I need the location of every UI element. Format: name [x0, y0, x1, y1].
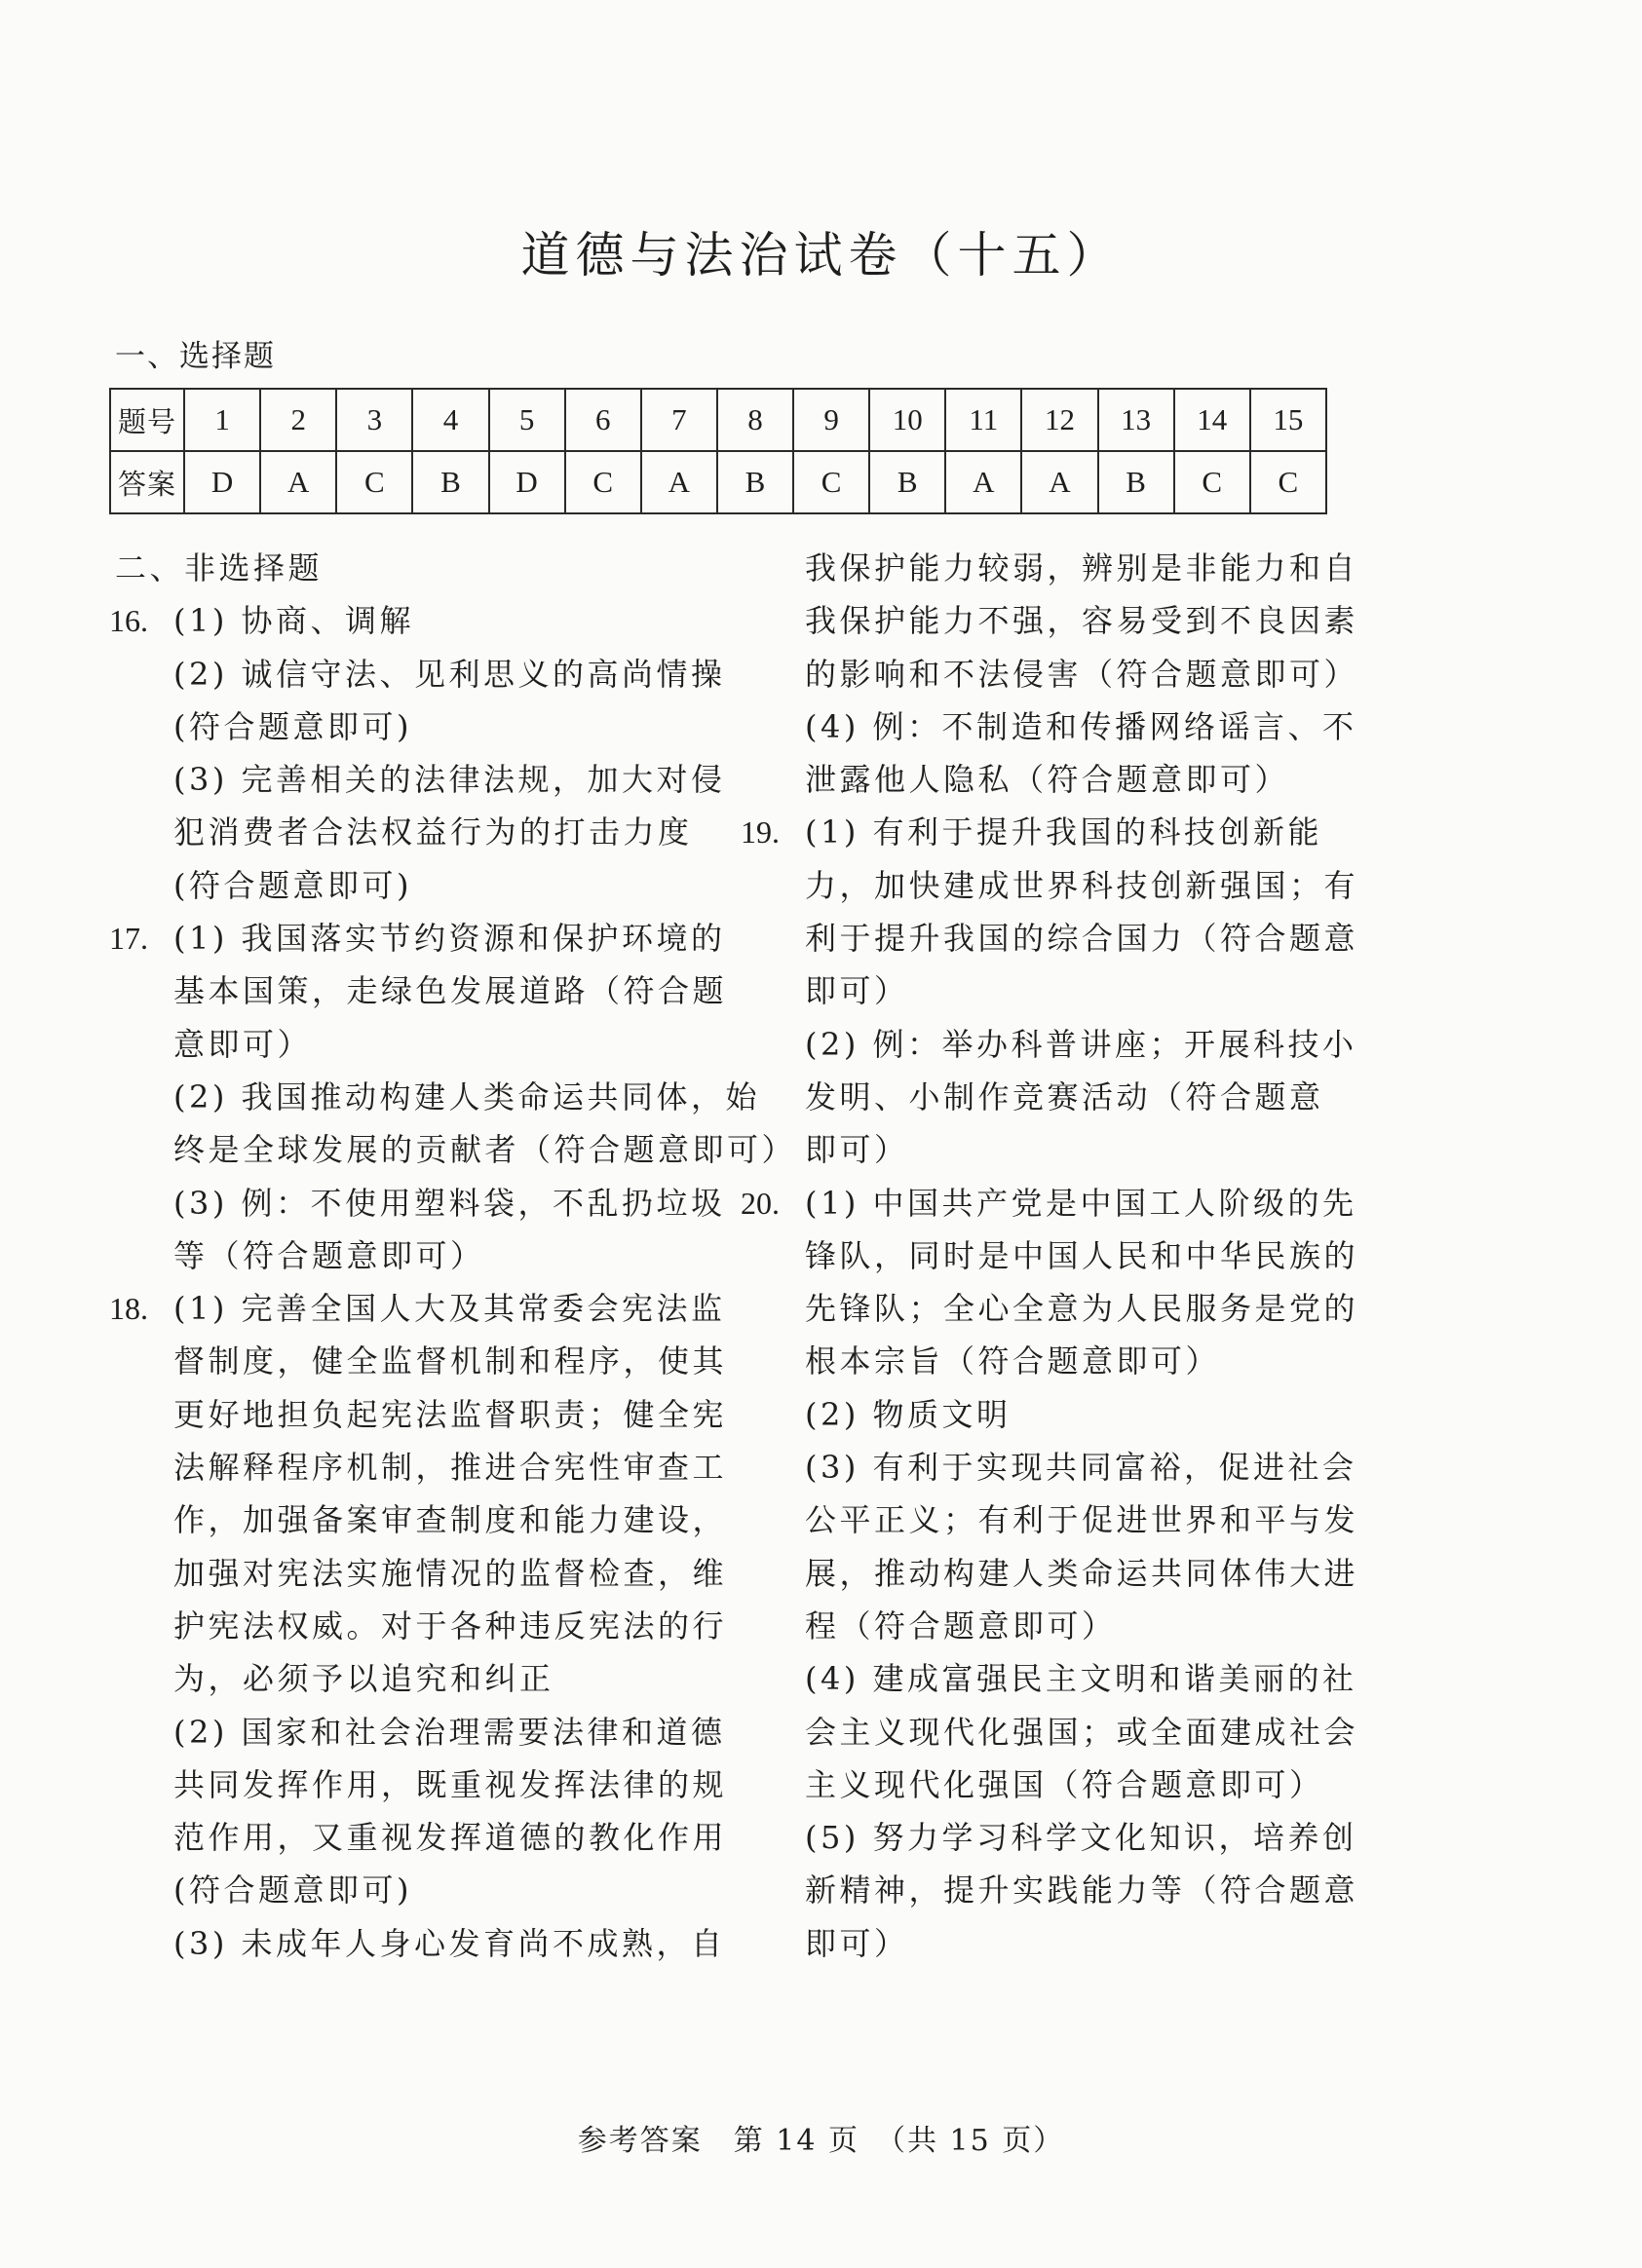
question-number: 5 [489, 389, 565, 451]
answer-text: (1) 完善全国人大及其常委会宪法监 [173, 1290, 726, 1328]
answer-cell: C [793, 451, 869, 513]
answer-text-line: 锋队，同时是中国人民和中华民族的 [805, 1236, 1359, 1274]
answer-text-line: 等（符合题意即可） [173, 1236, 485, 1274]
answer-text-line: (符合题意即可) [173, 866, 412, 904]
answer-cell: C [1250, 451, 1326, 513]
answer-text-line: (2) 物质文明 [805, 1395, 1012, 1433]
answer-text-line: (符合题意即可) [173, 707, 412, 745]
answer-text-line: 为，必须予以追究和纠正 [173, 1660, 554, 1698]
answer-cell: B [717, 451, 793, 513]
answer-text-line: (4) 例：不制造和传播网络谣言、不 [805, 707, 1357, 745]
answer-text-line: 的影响和不法侵害（符合题意即可） [805, 655, 1359, 693]
answer-text-line: 利于提升我国的综合国力（符合题意 [805, 920, 1359, 958]
answer-text-line: (符合题意即可) [173, 1871, 412, 1909]
answer-text-line: 力，加快建成世界科技创新强国；有 [805, 866, 1359, 904]
answer-text-line: 先锋队；全心全意为人民服务是党的 [805, 1290, 1359, 1328]
answer-cell: D [184, 451, 260, 513]
answer-text-line: 根本宗旨（符合题意即可） [805, 1342, 1221, 1380]
answer-text-line: (2) 国家和社会治理需要法律和道德 [173, 1713, 726, 1751]
answer-text-line: 护宪法权威。对于各种违反宪法的行 [173, 1606, 728, 1644]
question-number-label: 16. [109, 603, 148, 639]
answer-text-line: 终是全球发展的贡献者（符合题意即可） [173, 1131, 797, 1169]
question-number: 8 [717, 389, 793, 451]
question-start-line [741, 1177, 1357, 1229]
answer-cell: A [260, 451, 336, 513]
answer-text-line: (2) 我国推动构建人类命运共同体，始 [173, 1077, 761, 1115]
answer-text-line: (4) 建成富强民主文明和谐美丽的社 [805, 1660, 1357, 1698]
answer-text-line: (3) 完善相关的法律法规，加大对侵 [173, 761, 726, 799]
question-number: 2 [260, 389, 336, 451]
answer-text-line: 基本国策，走绿色发展道路（符合题 [173, 972, 728, 1010]
question-number: 9 [793, 389, 869, 451]
answer-text-line: 犯消费者合法权益行为的打击力度 [173, 813, 693, 851]
question-number-row [110, 389, 1326, 451]
answer-cell: D [489, 451, 565, 513]
question-number: 14 [1174, 389, 1250, 451]
answer-text-line: 意即可） [173, 1025, 313, 1063]
answer-cell: A [641, 451, 717, 513]
answer-text-line: 展，推动构建人类命运共同体伟大进 [805, 1554, 1359, 1592]
question-number: 6 [565, 389, 641, 451]
answer-row [110, 451, 1326, 513]
question-number: 4 [412, 389, 488, 451]
question-start-line [109, 594, 709, 647]
answer-cell: A [945, 451, 1021, 513]
answer-text-line: 泄露他人隐私（符合题意即可） [805, 761, 1290, 799]
answer-text-line: 范作用，又重视发挥道德的教化作用 [173, 1819, 728, 1857]
row-label-answer: 答案 [110, 451, 184, 513]
question-number: 15 [1250, 389, 1326, 451]
question-start-line [109, 912, 726, 964]
answer-column-right [741, 542, 1359, 1970]
answer-table [109, 388, 1327, 514]
answer-cell: B [869, 451, 945, 513]
answer-text-line: 即可） [805, 1131, 909, 1169]
question-number: 12 [1021, 389, 1097, 451]
question-number: 3 [336, 389, 412, 451]
answer-text-line: 新精神，提升实践能力等（符合题意 [805, 1871, 1359, 1909]
section-heading-choice: 一、选择题 [115, 339, 276, 374]
answer-text-line: 程（符合题意即可） [805, 1606, 1117, 1644]
question-number: 13 [1098, 389, 1174, 451]
page-title: 道德与法治试卷（十五） [520, 227, 1122, 284]
question-start-line [109, 1282, 726, 1335]
question-number-label: 20. [741, 1185, 780, 1221]
answer-text: (1) 中国共产党是中国工人阶级的先 [805, 1184, 1357, 1222]
answer-cell: B [1098, 451, 1174, 513]
question-number: 10 [869, 389, 945, 451]
answer-text-line: (3) 有利于实现共同富裕，促进社会 [805, 1449, 1357, 1487]
answer-cell: C [565, 451, 641, 513]
answer-text-line: 作，加强备案审查制度和能力建设， [173, 1501, 728, 1539]
question-number-label: 17. [109, 921, 148, 957]
row-label-number: 题号 [110, 389, 184, 451]
answer-cell: B [412, 451, 488, 513]
answer-text-line: (2) 例：举办科普讲座；开展科技小 [805, 1025, 1357, 1063]
answer-text-line: 即可） [805, 972, 909, 1010]
question-start-line [741, 806, 1341, 858]
answer-cell: A [1021, 451, 1097, 513]
answer-text-line: 主义现代化强国（符合题意即可） [805, 1765, 1324, 1803]
answer-text-line: (3) 例：不使用塑料袋，不乱扔垃圾 [173, 1184, 726, 1222]
answer-text-line: (2) 诚信守法、见利思义的高尚情操 [173, 655, 726, 693]
answer-cell: C [336, 451, 412, 513]
answer-text: (1) 我国落实节约资源和保护环境的 [173, 920, 726, 958]
answer-text-line: (5) 努力学习科学文化知识，培养创 [805, 1819, 1357, 1857]
page-footer: 参考答案 第 14 页 （共 15 页） [577, 2124, 1065, 2158]
answer-text-line: (3) 未成年人身心发育尚不成熟，自 [173, 1924, 726, 1962]
section-heading-nonchoice: 二、非选择题 [115, 549, 324, 586]
answer-text-line: 发明、小制作竞赛活动（符合题意 [805, 1077, 1324, 1115]
answer-text-line: 公平正义；有利于促进世界和平与发 [805, 1501, 1359, 1539]
question-number: 7 [641, 389, 717, 451]
answer-text-line: 我保护能力不强，容易受到不良因素 [805, 602, 1359, 640]
answer-text-line: 即可） [805, 1924, 909, 1962]
answer-text-line: 共同发挥作用，既重视发挥法律的规 [173, 1765, 728, 1803]
question-number: 11 [945, 389, 1021, 451]
answer-text-line: 加强对宪法实施情况的监督检查，维 [173, 1554, 728, 1592]
answer-cell: C [1174, 451, 1250, 513]
answer-text: (1) 协商、调解 [173, 602, 415, 640]
answer-text-line: 督制度，健全监督机制和程序，使其 [173, 1342, 728, 1380]
answer-text-line: 法解释程序机制，推进合宪性审查工 [173, 1449, 728, 1487]
answer-text-line: 会主义现代化强国；或全面建成社会 [805, 1713, 1359, 1751]
question-number: 1 [184, 389, 260, 451]
answer-text: (1) 有利于提升我国的科技创新能 [805, 813, 1323, 851]
question-number-label: 18. [109, 1291, 148, 1327]
answer-text-line: 我保护能力较弱，辨别是非能力和自 [805, 549, 1359, 586]
answer-text-line: 更好地担负起宪法监督职责；健全宪 [173, 1395, 728, 1433]
question-number-label: 19. [741, 814, 780, 850]
